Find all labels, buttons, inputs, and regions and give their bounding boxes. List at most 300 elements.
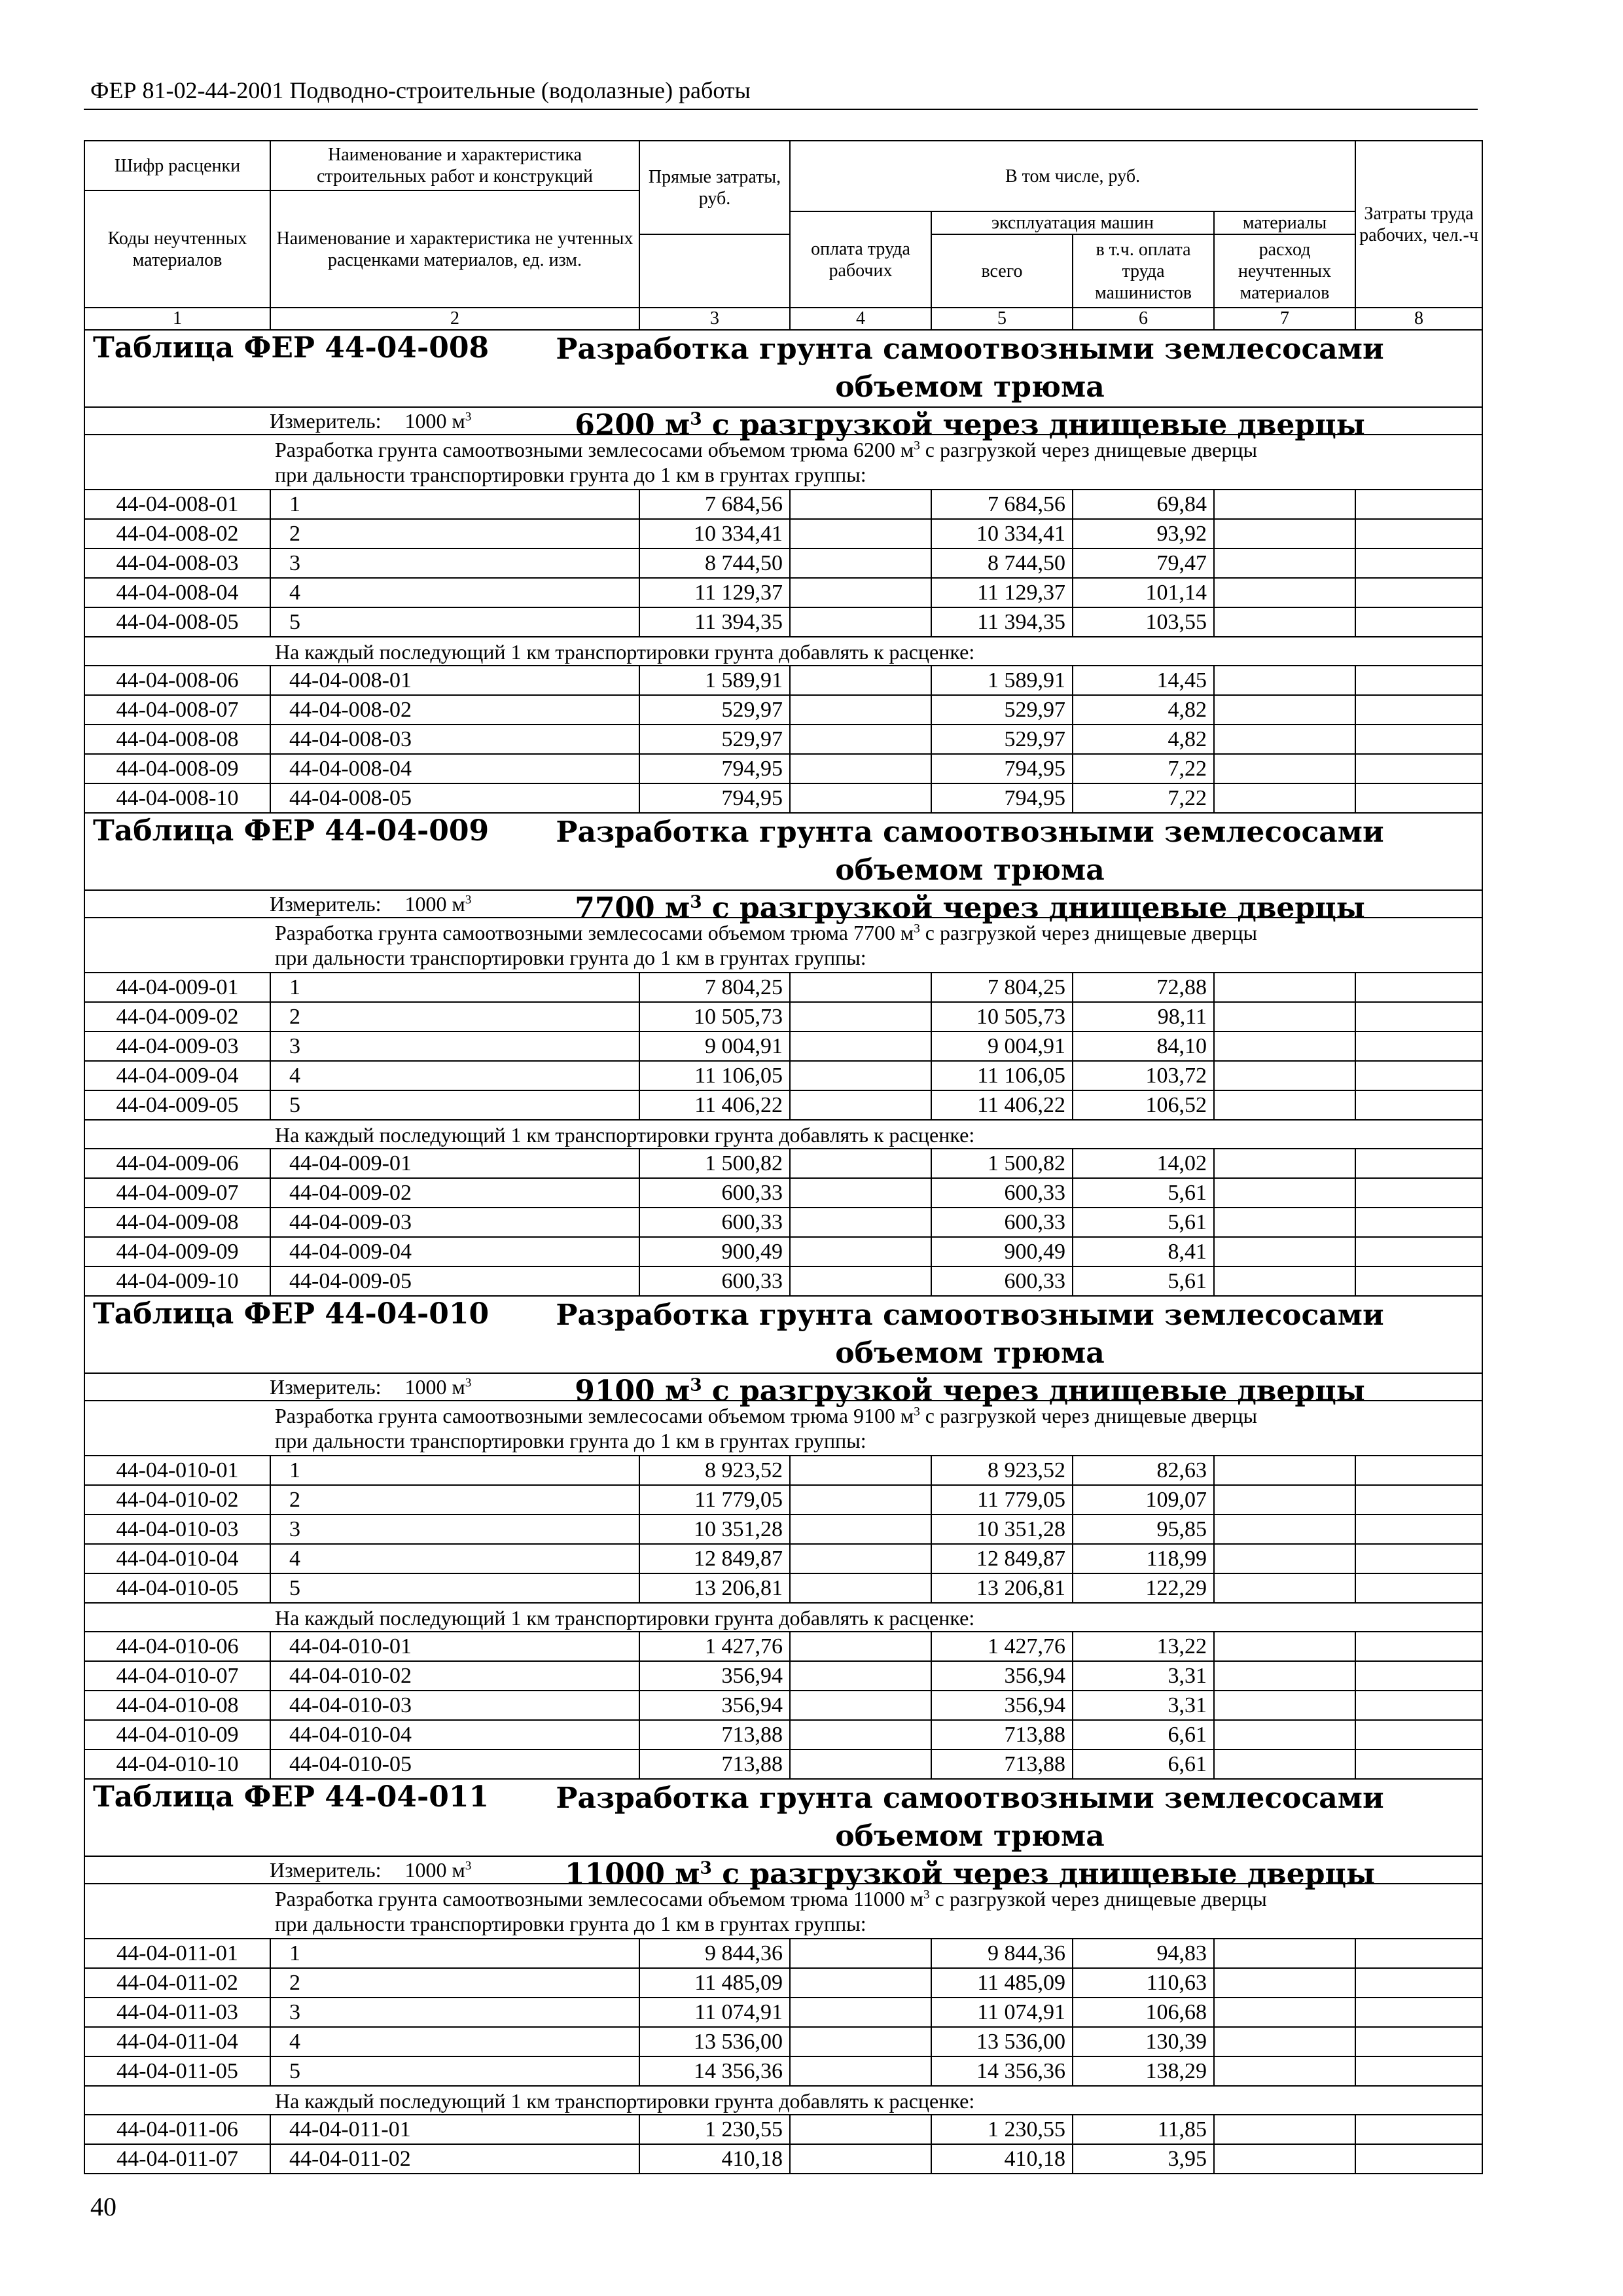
table-row [84,973,1482,1002]
column-number: 4 [790,308,931,330]
rate-name: 44-04-008-01 [270,666,639,695]
wage-cost [790,1031,931,1061]
wage-cost [790,1456,931,1485]
labor-cost [1355,1632,1482,1661]
machinist-wage: 95,85 [1073,1515,1214,1544]
rate-name: 2 [270,1968,639,1998]
rate-code: 44-04-010-08 [84,1691,270,1720]
measure-label: Измеритель: [270,1858,382,1882]
direct-cost: 13 206,81 [639,1573,790,1603]
labor-cost [1355,1178,1482,1208]
direct-cost: 794,95 [639,783,790,813]
wage-cost [790,1968,931,1998]
table-row [84,1998,1482,2027]
machinist-wage: 106,68 [1073,1998,1214,2027]
labor-cost [1355,754,1482,783]
rate-name: 44-04-008-02 [270,695,639,725]
machines-total: 14 356,36 [931,2056,1073,2086]
table-row [84,1456,1482,1485]
materials-cost [1214,973,1355,1002]
machines-total: 529,97 [931,725,1073,754]
machines-total: 356,94 [931,1661,1073,1691]
rate-name: 44-04-011-01 [270,2115,639,2144]
table-heading [484,1297,1455,1410]
direct-cost: 8 744,50 [639,548,790,578]
materials-cost [1214,2027,1355,2056]
materials-cost [1214,578,1355,607]
machines-total: 713,88 [931,1720,1073,1749]
rate-name: 44-04-010-01 [270,1632,639,1661]
table-row [84,1178,1482,1208]
column-number: 6 [1073,308,1214,330]
direct-cost: 1 230,55 [639,2115,790,2144]
description-line-2: при дальности транспортировки грунта до 1 км в грунтах группы: [275,946,866,969]
measure-value-text: 1000 м [404,409,465,433]
machines-total: 794,95 [931,783,1073,813]
direct-cost: 11 394,35 [639,607,790,637]
direct-cost: 7 804,25 [639,973,790,1002]
rate-code: 44-04-011-02 [84,1968,270,1998]
table-heading-volume: 7700 м [575,891,690,925]
rate-name: 44-04-008-04 [270,754,639,783]
wage-cost [790,783,931,813]
table-row [84,1090,1482,1120]
table-row [84,2115,1482,2144]
direct-cost: 11 406,22 [639,1090,790,1120]
header-rule [84,109,1478,110]
rate-name: 44-04-009-05 [270,1266,639,1296]
rate-name: 44-04-008-05 [270,783,639,813]
header-wage: оплата труда рабочих [790,211,931,308]
wage-cost [790,490,931,519]
labor-cost [1355,548,1482,578]
rate-name: 4 [270,1061,639,1090]
table-heading-rest: с разгрузкой через днищевые дверцы [702,408,1365,442]
direct-cost: 10 505,73 [639,1002,790,1031]
materials-cost [1214,1149,1355,1178]
materials-cost [1214,725,1355,754]
rate-name: 2 [270,519,639,548]
machinist-wage: 118,99 [1073,1544,1214,1573]
wage-cost [790,2115,931,2144]
materials-cost [1214,607,1355,637]
machinist-wage: 5,61 [1073,1178,1214,1208]
additional-km-row [84,2086,1482,2115]
materials-cost [1214,2144,1355,2174]
table-row [84,607,1482,637]
rate-code: 44-04-010-02 [84,1485,270,1515]
machinist-wage: 106,52 [1073,1090,1214,1120]
header-including: В том числе, руб. [790,141,1355,211]
machines-total: 600,33 [931,1178,1073,1208]
table-row [84,490,1482,519]
table-code: Таблица ФЕР 44-04-009 [93,814,490,848]
machines-total: 1 427,76 [931,1632,1073,1661]
table-row [84,1720,1482,1749]
description-text: с разгрузкой через днищевые дверцы [929,1887,1267,1910]
machinist-wage: 14,02 [1073,1149,1214,1178]
table-row [84,1061,1482,1090]
wage-cost [790,1061,931,1090]
table-heading-main: Разработка грунта самоотвозными землесосами объемом трюма [556,1782,1384,1853]
materials-cost [1214,1939,1355,1968]
wage-cost [790,578,931,607]
machines-total: 7 804,25 [931,973,1073,1002]
materials-cost [1214,1998,1355,2027]
machinist-wage: 94,83 [1073,1939,1214,1968]
header-code: Шифр расценки [84,141,270,190]
direct-cost: 14 356,36 [639,2056,790,2086]
table-row [84,754,1482,783]
table-heading-volume: 9100 м [575,1374,690,1408]
description-line-2: при дальности транспортировки грунта до 1 км в грунтах группы: [275,463,866,486]
materials-cost [1214,695,1355,725]
materials-cost [1214,1208,1355,1237]
materials-cost [1214,1544,1355,1573]
materials-cost [1214,666,1355,695]
superscript: 3 [465,410,472,424]
wage-cost [790,2056,931,2086]
rate-code: 44-04-010-03 [84,1515,270,1544]
additional-km-text: На каждый последующий 1 км транспортировки грунта добавлять к расценке: [275,2089,975,2113]
rate-name: 44-04-010-02 [270,1661,639,1691]
wage-cost [790,1002,931,1031]
rate-name: 3 [270,1998,639,2027]
labor-cost [1355,695,1482,725]
wage-cost [790,666,931,695]
machinist-wage: 3,95 [1073,2144,1214,2174]
rate-name: 1 [270,1939,639,1968]
labor-cost [1355,1031,1482,1061]
machines-total: 9 844,36 [931,1939,1073,1968]
labor-cost [1355,1749,1482,1779]
header-total: всего [931,234,1073,308]
header-machinist-wage: в т.ч. оплата труда машинистов [1073,234,1214,308]
table-title-row [84,330,1482,407]
machines-total: 713,88 [931,1749,1073,1779]
materials-cost [1214,1661,1355,1691]
labor-cost [1355,607,1482,637]
rate-code: 44-04-008-07 [84,695,270,725]
rate-code: 44-04-009-01 [84,973,270,1002]
additional-km-text: На каждый последующий 1 км транспортировки грунта добавлять к расценке: [275,1606,975,1630]
materials-cost [1214,1266,1355,1296]
direct-cost: 900,49 [639,1237,790,1266]
wage-cost [790,1178,931,1208]
rate-code: 44-04-009-09 [84,1237,270,1266]
direct-cost: 529,97 [639,695,790,725]
measure-value-text: 1000 м [404,1858,465,1882]
wage-cost [790,1749,931,1779]
additional-km-caption [84,637,1482,666]
rate-code: 44-04-009-06 [84,1149,270,1178]
wage-cost [790,1090,931,1120]
direct-cost: 11 485,09 [639,1968,790,1998]
rate-name: 44-04-008-03 [270,725,639,754]
materials-cost [1214,1968,1355,1998]
rate-code: 44-04-009-04 [84,1061,270,1090]
wage-cost [790,695,931,725]
additional-km-caption [84,1120,1482,1149]
wage-cost [790,2144,931,2174]
wage-cost [790,1939,931,1968]
superscript: 3 [465,1859,472,1873]
wage-cost [790,973,931,1002]
rate-code: 44-04-011-05 [84,2056,270,2086]
wage-cost [790,1632,931,1661]
table-heading [484,814,1455,927]
labor-cost [1355,1573,1482,1603]
page-number: 40 [90,2192,116,2221]
column-number: 8 [1355,308,1482,330]
machines-total: 8 744,50 [931,548,1073,578]
machines-total: 529,97 [931,695,1073,725]
wage-cost [790,519,931,548]
labor-cost [1355,2115,1482,2144]
rate-code: 44-04-009-08 [84,1208,270,1237]
labor-cost [1355,1485,1482,1515]
labor-cost [1355,1208,1482,1237]
superscript: 3 [690,1374,702,1395]
machines-total: 11 394,35 [931,607,1073,637]
rate-code: 44-04-008-05 [84,607,270,637]
table-title-row [84,1296,1482,1373]
machinist-wage: 93,92 [1073,519,1214,548]
wage-cost [790,607,931,637]
materials-cost [1214,548,1355,578]
rate-name: 5 [270,1573,639,1603]
table-code: Таблица ФЕР 44-04-011 [93,1780,490,1814]
column-number: 1 [84,308,270,330]
direct-cost: 7 684,56 [639,490,790,519]
wage-cost [790,1720,931,1749]
wage-cost [790,1661,931,1691]
table-row [84,783,1482,813]
measure-label: Измеритель: [270,892,382,916]
labor-cost [1355,1515,1482,1544]
table-row [84,2056,1482,2086]
wage-cost [790,1237,931,1266]
column-number: 3 [639,308,790,330]
table-row [84,1691,1482,1720]
measure-label: Измеритель: [270,1375,382,1399]
table-row [84,695,1482,725]
labor-cost [1355,1456,1482,1485]
machinist-wage: 110,63 [1073,1968,1214,1998]
rate-code: 44-04-011-07 [84,2144,270,2174]
wage-cost [790,1149,931,1178]
description-text: Разработка грунта самоотвозными землесосами объемом трюма 9100 м [275,1404,914,1427]
rate-name: 2 [270,1002,639,1031]
rate-code: 44-04-008-08 [84,725,270,754]
labor-cost [1355,2027,1482,2056]
header-direct-spacer [639,234,790,308]
machines-total: 10 351,28 [931,1515,1073,1544]
measure-value [405,892,472,916]
labor-cost [1355,490,1482,519]
measure-value [405,409,472,433]
header-machines: эксплуатация машин [931,211,1214,234]
machinist-wage: 69,84 [1073,490,1214,519]
direct-cost: 356,94 [639,1691,790,1720]
rate-code: 44-04-008-03 [84,548,270,578]
labor-cost [1355,1266,1482,1296]
rate-name: 5 [270,1090,639,1120]
rate-name: 4 [270,1544,639,1573]
wage-cost [790,1515,931,1544]
rate-code: 44-04-011-06 [84,2115,270,2144]
direct-cost: 713,88 [639,1749,790,1779]
rate-name: 44-04-009-02 [270,1178,639,1208]
labor-cost [1355,1237,1482,1266]
materials-cost [1214,754,1355,783]
description-text: с разгрузкой через днищевые дверцы [919,921,1257,944]
machinist-wage: 4,82 [1073,695,1214,725]
machinist-wage: 84,10 [1073,1031,1214,1061]
superscript: 3 [914,439,920,453]
table-row [84,578,1482,607]
machines-total: 10 505,73 [931,1002,1073,1031]
additional-km-caption [84,1603,1482,1632]
rate-code: 44-04-008-01 [84,490,270,519]
machinist-wage: 4,82 [1073,725,1214,754]
table-code: Таблица ФЕР 44-04-008 [93,331,490,365]
column-number: 7 [1214,308,1355,330]
machines-total: 1 589,91 [931,666,1073,695]
machines-total: 11 485,09 [931,1968,1073,1998]
machinist-wage: 130,39 [1073,2027,1214,2056]
direct-cost: 12 849,87 [639,1544,790,1573]
wage-cost [790,1544,931,1573]
wage-cost [790,754,931,783]
additional-km-row [84,637,1482,666]
table-row [84,1968,1482,1998]
rate-name: 1 [270,973,639,1002]
materials-cost [1214,1031,1355,1061]
labor-cost [1355,1090,1482,1120]
table-row [84,519,1482,548]
table-row [84,1544,1482,1573]
materials-cost [1214,1691,1355,1720]
machines-total: 600,33 [931,1266,1073,1296]
labor-cost [1355,1998,1482,2027]
header-codes-unaccounted: Коды неучтенных материалов [84,190,270,308]
description-line-2: при дальности транспортировки грунта до 1 км в грунтах группы: [275,1429,866,1452]
materials-cost [1214,1090,1355,1120]
wage-cost [790,2027,931,2056]
direct-cost: 600,33 [639,1178,790,1208]
machinist-wage: 103,55 [1073,607,1214,637]
materials-cost [1214,1632,1355,1661]
rates-table [84,140,1483,2174]
table-row [84,548,1482,578]
rate-code: 44-04-009-05 [84,1090,270,1120]
rate-code: 44-04-009-10 [84,1266,270,1296]
description-text: Разработка грунта самоотвозными землесосами объемом трюма 7700 м [275,921,914,944]
table-row [84,666,1482,695]
rate-name: 1 [270,490,639,519]
machinist-wage: 5,61 [1073,1208,1214,1237]
direct-cost: 9 844,36 [639,1939,790,1968]
table-heading-rest: с разгрузкой через днищевые дверцы [702,891,1365,925]
materials-cost [1214,1485,1355,1515]
rate-code: 44-04-008-09 [84,754,270,783]
machines-total: 794,95 [931,754,1073,783]
rate-name: 2 [270,1485,639,1515]
wage-cost [790,725,931,754]
rate-code: 44-04-011-03 [84,1998,270,2027]
rate-name: 3 [270,1515,639,1544]
rate-code: 44-04-010-04 [84,1544,270,1573]
materials-cost [1214,2115,1355,2144]
machines-total: 8 923,52 [931,1456,1073,1485]
rate-name: 5 [270,607,639,637]
machinist-wage: 14,45 [1073,666,1214,695]
machinist-wage: 6,61 [1073,1720,1214,1749]
header-direct: Прямые затраты, руб. [639,141,790,234]
table-heading [484,331,1455,444]
materials-cost [1214,2056,1355,2086]
labor-cost [1355,973,1482,1002]
rate-code: 44-04-009-02 [84,1002,270,1031]
rate-code: 44-04-010-05 [84,1573,270,1603]
rate-code: 44-04-009-03 [84,1031,270,1061]
machinist-wage: 82,63 [1073,1456,1214,1485]
direct-cost: 1 500,82 [639,1149,790,1178]
machinist-wage: 13,22 [1073,1632,1214,1661]
rate-code: 44-04-010-07 [84,1661,270,1691]
superscript: 3 [923,1888,930,1902]
additional-km-caption [84,2086,1482,2115]
table-row [84,1515,1482,1544]
table-heading-main: Разработка грунта самоотвозными землесосами объемом трюма [556,332,1384,404]
table-heading-rest: с разгрузкой через днищевые дверцы [711,1857,1376,1891]
direct-cost: 11 779,05 [639,1485,790,1515]
direct-cost: 11 106,05 [639,1061,790,1090]
rate-code: 44-04-009-07 [84,1178,270,1208]
table-row [84,1939,1482,1968]
labor-cost [1355,1968,1482,1998]
direct-cost: 8 923,52 [639,1456,790,1485]
machines-total: 11 779,05 [931,1485,1073,1515]
header-name: Наименование и характеристика строительных работ и конструкций [270,141,639,190]
materials-cost [1214,1749,1355,1779]
wage-cost [790,1691,931,1720]
rate-name: 4 [270,2027,639,2056]
materials-cost [1214,1178,1355,1208]
labor-cost [1355,1149,1482,1178]
materials-cost [1214,1237,1355,1266]
labor-cost [1355,783,1482,813]
description-text: с разгрузкой через днищевые дверцы [919,1404,1257,1427]
machines-total: 11 106,05 [931,1061,1073,1090]
table-heading-rest: с разгрузкой через днищевые дверцы [702,1374,1365,1408]
superscript: 3 [700,1857,712,1878]
superscript: 3 [690,408,702,429]
machinist-wage: 72,88 [1073,973,1214,1002]
direct-cost: 10 351,28 [639,1515,790,1544]
direct-cost: 13 536,00 [639,2027,790,2056]
measure-value-text: 1000 м [404,892,465,916]
machinist-wage: 8,41 [1073,1237,1214,1266]
wage-cost [790,1485,931,1515]
measure-value [405,1858,472,1882]
column-numbers-row [84,308,1482,330]
machines-total: 7 684,56 [931,490,1073,519]
additional-km-text: На каждый последующий 1 км транспортировки грунта добавлять к расценке: [275,1123,975,1147]
labor-cost [1355,1691,1482,1720]
rate-code: 44-04-008-02 [84,519,270,548]
